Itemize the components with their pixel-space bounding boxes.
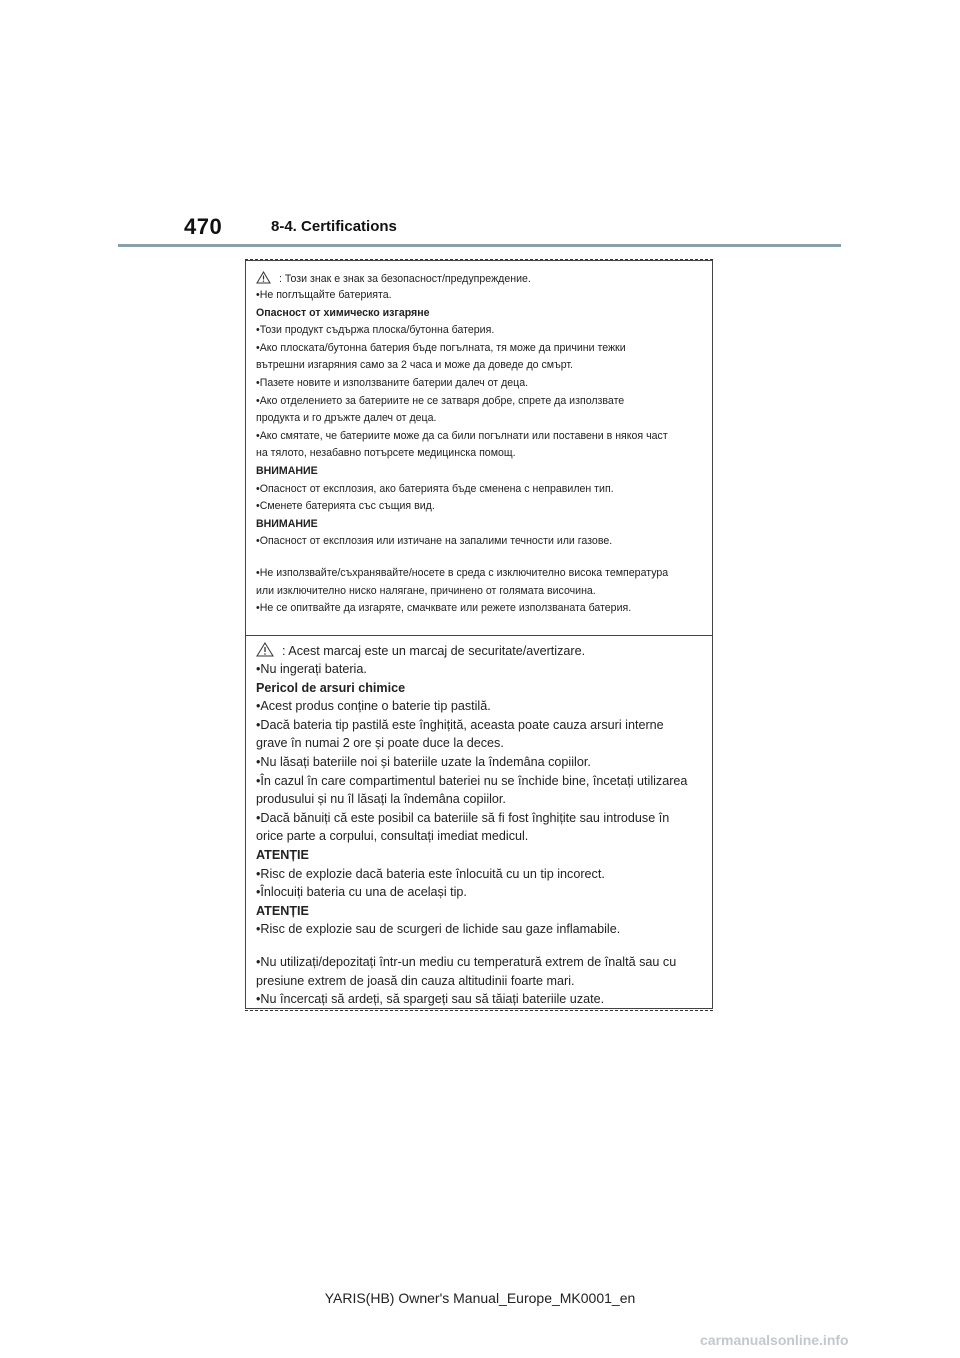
bulgarian-text-line: •Опасност от експлозия, ако батерията бъде сменена с неправилен тип. (256, 482, 614, 495)
warning-triangle-icon (256, 642, 274, 657)
section-title: 8-4. Certifications (271, 218, 397, 235)
romanian-text-line: presiune extrem de joasă din cauza altitudinii foarte mari. (256, 973, 575, 988)
romanian-text-line: •Nu utilizați/depozitați într-un mediu cu temperatură extrem de înaltă sau cu (256, 955, 677, 969)
bulgarian-text-line: или изключително ниско налягане, причинено от голямата височина. (256, 584, 596, 597)
watermark: carmanualsonline.info (700, 1332, 849, 1348)
bulgarian-text-line: •Опасност от експлозия или изтичане на запалими течности или газове. (256, 535, 613, 548)
page-number: 470 (184, 214, 223, 239)
romanian-text-line: •Risc de explozie sau de scurgeri de lichide sau gaze inflamabile. (256, 922, 621, 937)
bulgarian-text-line: продукта и го дръжте далеч от деца. (256, 412, 437, 425)
bulgarian-heading: ВНИМАНИЕ (256, 517, 318, 530)
romanian-text-line: •Dacă bateria tip pastilă este înghițită, aceasta poate cauza arsuri interne (256, 717, 664, 732)
romanian-text-line: grave în numai 2 ore și poate duce la deces. (256, 736, 504, 751)
romanian-heading: ATENȚIE (256, 848, 309, 862)
bulgarian-symbol-text: : Този знак е знак за безопасност/предупреждение. (279, 273, 531, 285)
bulgarian-block (246, 267, 712, 635)
bulgarian-text-line: на тялото, незабавно потърсете медицинска помощ. (256, 447, 516, 460)
romanian-text-line: •Risc de explozie dacă bateria este înlocuită cu un tip incorect. (256, 866, 605, 881)
bulgarian-text-line: •Ако отделението за батериите не се затваря добре, спрете да използвате (256, 394, 625, 407)
bulgarian-text-line: вътрешни изгаряния само за 2 часа и може да доведе до смърт. (256, 359, 573, 372)
bulgarian-text-line: •Сменете батерията със същия вид. (256, 500, 435, 513)
bulgarian-text-line: •Не се опитвайте да изгаряте, смачквате или режете използваната батерия. (256, 602, 632, 615)
romanian-heading: ATENȚIE (256, 903, 309, 918)
romanian-text-line: •Dacă bănuiți că este posibil ca bateriile să fi fost înghițite sau introduse în (256, 810, 670, 825)
romanian-text-line: •În cazul în care compartimentul bateriei nu se închide bine, încetați utilizarea (256, 773, 688, 788)
warning-triangle-icon (256, 271, 271, 284)
romanian-symbol-text: : Acest marcaj este un marcaj de securitate/avertizare. (282, 644, 586, 658)
romanian-text-line: orice parte a corpului, consultați imediat medicul. (256, 829, 529, 844)
romanian-block (246, 635, 712, 1007)
certification-scan (245, 260, 713, 1009)
romanian-text-line: •Nu lăsați bateriile noi și bateriile uzate la îndemâna copiilor. (256, 755, 591, 769)
bulgarian-text-line: •Пазете новите и използваните батерии далеч от деца. (256, 377, 529, 389)
romanian-text-line: •Nu ingerați bateria. (256, 662, 367, 676)
bulgarian-text-line: •Ако смятате, че батериите може да са били погълнати или поставени в някоя част (256, 429, 668, 442)
footer-doc-title: YARIS(HB) Owner's Manual_Europe_MK0001_en (324, 1290, 636, 1306)
romanian-text-line: produsului și nu îl lăsați la îndemâna copiilor. (256, 792, 506, 807)
bulgarian-text-line: •Не използвайте/съхранявайте/носете в среда с изключително висока температура (256, 567, 669, 579)
romanian-heading: Pericol de arsuri chimice (256, 680, 406, 695)
romanian-symbol-line (256, 642, 585, 658)
bulgarian-text-line: •Този продукт съдържа плоска/бутонна батерия. (256, 324, 495, 337)
romanian-text-line: •Înlocuiți bateria cu una de același tip. (256, 885, 467, 900)
bulgarian-text-line: •Не поглъщайте батерията. (256, 289, 392, 301)
bulgarian-text-line: •Ако плоската/бутонна батерия бъде погълната, тя може да причини тежки (256, 341, 626, 354)
header-divider (118, 244, 841, 247)
page-header (0, 0, 960, 250)
romanian-text-line: •Acest produs conține o baterie tip pastilă. (256, 699, 491, 714)
bulgarian-symbol-line (256, 271, 531, 285)
bulgarian-heading: Опасност от химическо изгаряне (256, 306, 430, 319)
romanian-text-line: •Nu încercați să ardeți, să spargeți sau să tăiați bateriile uzate. (256, 992, 605, 1007)
bulgarian-heading: ВНИМАНИЕ (256, 465, 318, 477)
